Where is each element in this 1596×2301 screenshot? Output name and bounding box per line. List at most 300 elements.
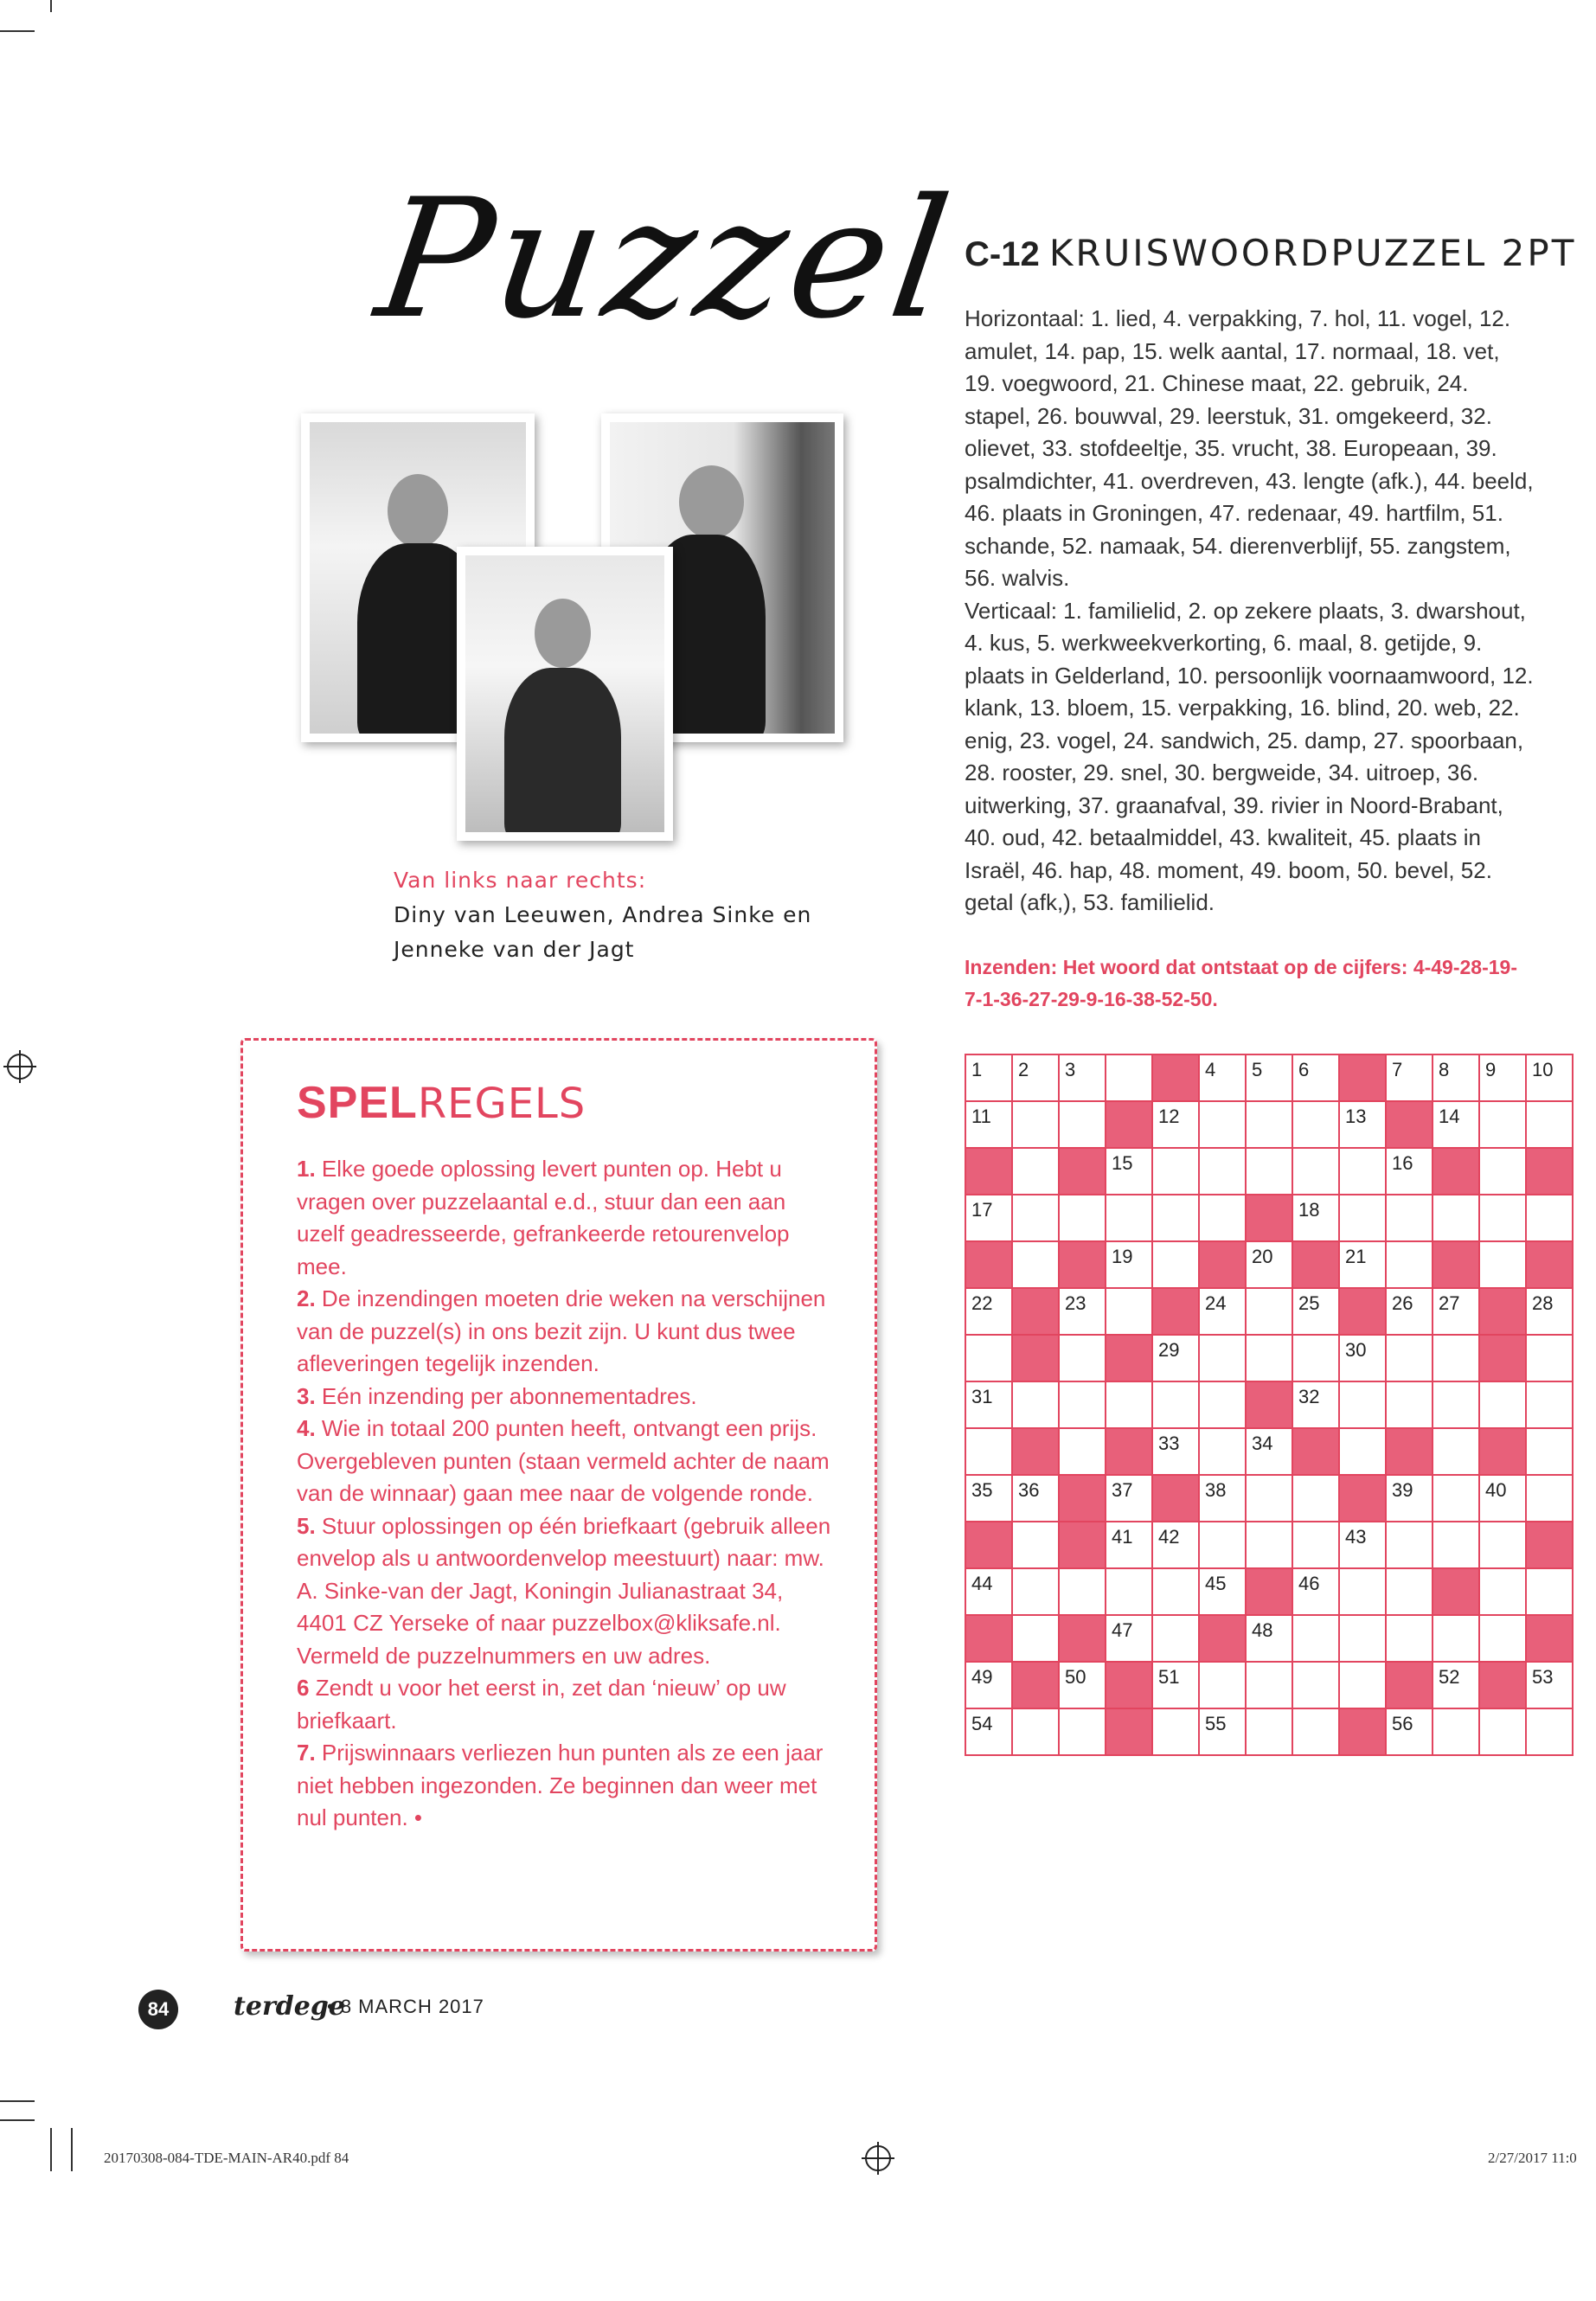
grid-cell-black (1479, 1288, 1526, 1335)
registration-mark (865, 2145, 891, 2171)
grid-cell-black (1106, 1428, 1152, 1475)
grid-cell[interactable] (1433, 1662, 1479, 1708)
clues-vertical: Verticaal: 1. familielid, 2. op zekere plaats, 3. dwarshout, 4. kus, 5. werkweekverkorting, 6. maal, 8. getijde, 9. plaats in Gelderland, 10. persoonlijk voornaamwoord, 12. klank, 13. bloem, 15. verpakking, 16. blind, 20. web, 22. enig, 23. vogel, 24. sandwich, 25. damp, 27. spoorbaan, 28. rooster, 29. snel, 30. bergweide, 34. uitroep, 36. uitwerking, 37. graanafval, 39. rivier in Noord-Brabant, 40. oud, 42. betaalmiddel, 43. kwaliteit, 45. plaats in Israël, 46. hap, 48. moment, 49. boom, 50. bevel, 52. getal (afk,), 53. familielid. (965, 597, 1534, 915)
grid-cell-black (1059, 1522, 1106, 1568)
grid-cell-black (1106, 1335, 1152, 1381)
rule-number: 6 (297, 1675, 310, 1701)
grid-row (965, 1288, 1573, 1335)
cell-number: 44 (971, 1573, 993, 1594)
grid-cell[interactable] (965, 1475, 1012, 1522)
grid-cell[interactable] (1526, 1288, 1573, 1335)
grid-cell[interactable] (1292, 1708, 1339, 1755)
grid-row (965, 1381, 1573, 1428)
grid-cell[interactable] (1339, 1522, 1386, 1568)
grid-cell[interactable] (1386, 1148, 1433, 1195)
grid-cell[interactable] (1292, 1381, 1339, 1428)
grid-cell[interactable] (1059, 1708, 1106, 1755)
cell-number: 2 (1018, 1059, 1029, 1080)
grid-cell[interactable] (1106, 1148, 1152, 1195)
grid-cell[interactable] (1152, 1335, 1199, 1381)
cell-number: 49 (971, 1666, 993, 1688)
grid-cell-black (1433, 1568, 1479, 1615)
grid-cell[interactable] (1246, 1662, 1292, 1708)
cell-number: 13 (1345, 1106, 1367, 1127)
cell-number: 24 (1205, 1292, 1227, 1314)
crop-mark (0, 2119, 35, 2121)
rule-item (297, 1413, 833, 1510)
crossword-grid (965, 1054, 1574, 1756)
grid-cell[interactable] (1526, 1054, 1573, 1101)
grid-cell[interactable] (1012, 1101, 1059, 1148)
grid-cell-black (1246, 1568, 1292, 1615)
clues (965, 303, 1535, 920)
grid-cell[interactable] (1292, 1195, 1339, 1241)
grid-cell[interactable] (965, 1568, 1012, 1615)
crop-mark (71, 2128, 73, 2171)
rule-item (297, 1381, 833, 1413)
cell-number: 12 (1158, 1106, 1180, 1127)
grid-cell-black (1152, 1475, 1199, 1522)
grid-cell[interactable] (1479, 1101, 1526, 1148)
cell-number: 15 (1112, 1152, 1133, 1174)
grid-cell[interactable] (1012, 1615, 1059, 1662)
grid-cell[interactable] (1246, 1522, 1292, 1568)
grid-cell-black (1526, 1615, 1573, 1662)
cell-number: 34 (1252, 1433, 1273, 1454)
cell-number: 32 (1298, 1386, 1320, 1407)
grid-cell[interactable] (1526, 1475, 1573, 1522)
grid-cell[interactable] (965, 1381, 1012, 1428)
grid-cell-black (1479, 1662, 1526, 1708)
cell-number: 35 (971, 1479, 993, 1501)
rule-text: Elke goede oplossing levert punten op. Hebt u vragen over puzzelaantal e.d., stuur dan een aan uzelf geadresseerde, gefrankeerde retourenvelop mee. (297, 1156, 790, 1279)
cell-number: 31 (971, 1386, 993, 1407)
grid-cell[interactable] (1152, 1708, 1199, 1755)
cell-number: 16 (1392, 1152, 1413, 1174)
grid-row (965, 1195, 1573, 1241)
rules-list (297, 1153, 833, 1835)
grid-cell[interactable] (1059, 1335, 1106, 1381)
grid-cell[interactable] (1339, 1101, 1386, 1148)
grid-cell[interactable] (1479, 1522, 1526, 1568)
grid-row (965, 1335, 1573, 1381)
grid-row (965, 1148, 1573, 1195)
grid-cell[interactable] (1199, 1708, 1246, 1755)
grid-cell[interactable] (1433, 1708, 1479, 1755)
grid-cell[interactable] (1106, 1568, 1152, 1615)
grid-row (965, 1101, 1573, 1148)
grid-cell-black (1526, 1522, 1573, 1568)
rule-text: Prijswinnaars verliezen hun punten als ze een jaar niet hebben ingezonden. Ze beginnen dan weer met nul punten. • (297, 1740, 824, 1830)
grid-cell[interactable] (1199, 1335, 1246, 1381)
grid-cell-black (1292, 1428, 1339, 1475)
clues-horizontal: Horizontaal: 1. lied, 4. verpakking, 7. hol, 11. vogel, 12. amulet, 14. pap, 15. welk aantal, 17. normaal, 18. vet, 19. voegwoord, 21. Chinese maat, 22. gebruik, 24. stapel, 26. bouwval, 29. leerstuk, 31. omgekeerd, 32. olievet, 33. stofdeeltje, 35. vrucht, 38. Europeaan, 39. psalmdichter, 41. overdreven, 43. lengte (afk.), 44. beeld, 46. plaats in Groningen, 47. redenaar, 49. hartfilm, 51. schande, 52. namaak, 54. dierenverblijf, 55. zangstem, 56. walvis. (965, 305, 1534, 591)
grid-cell-black (1199, 1241, 1246, 1288)
grid-row (965, 1475, 1573, 1522)
grid-cell[interactable] (1012, 1522, 1059, 1568)
grid-cell[interactable] (1479, 1475, 1526, 1522)
cell-number: 50 (1065, 1666, 1086, 1688)
cell-number: 46 (1298, 1573, 1320, 1594)
cell-number: 4 (1205, 1059, 1216, 1080)
grid-cell[interactable] (1479, 1241, 1526, 1288)
grid-cell[interactable] (1106, 1381, 1152, 1428)
grid-cell[interactable] (1246, 1241, 1292, 1288)
grid-cell[interactable] (1479, 1195, 1526, 1241)
grid-cell[interactable] (1479, 1148, 1526, 1195)
grid-cell[interactable] (1012, 1381, 1059, 1428)
grid-cell[interactable] (1199, 1148, 1246, 1195)
grid-cell[interactable] (1199, 1475, 1246, 1522)
grid-cell-black (1339, 1054, 1386, 1101)
grid-cell[interactable] (965, 1054, 1012, 1101)
grid-cell[interactable] (1339, 1241, 1386, 1288)
grid-cell[interactable] (1386, 1054, 1433, 1101)
grid-cell[interactable] (1433, 1101, 1479, 1148)
grid-cell[interactable] (1433, 1054, 1479, 1101)
brand-logo: terdege (234, 1991, 345, 2022)
cell-number: 14 (1439, 1106, 1460, 1127)
cell-number: 33 (1158, 1433, 1180, 1454)
grid-cell[interactable] (1339, 1335, 1386, 1381)
grid-cell[interactable] (1106, 1475, 1152, 1522)
grid-cell-black (1386, 1428, 1433, 1475)
rules-title-bold: SPEL (297, 1078, 418, 1128)
grid-cell[interactable] (1526, 1568, 1573, 1615)
grid-cell[interactable] (965, 1428, 1012, 1475)
cell-number: 30 (1345, 1339, 1367, 1361)
cell-number: 5 (1252, 1059, 1263, 1080)
cell-number: 47 (1112, 1619, 1133, 1641)
grid-cell-black (965, 1241, 1012, 1288)
grid-cell[interactable] (1292, 1522, 1339, 1568)
grid-cell[interactable] (1012, 1195, 1059, 1241)
grid-cell[interactable] (1433, 1288, 1479, 1335)
grid-cell[interactable] (1339, 1148, 1386, 1195)
grid-cell[interactable] (1152, 1662, 1199, 1708)
cell-number: 10 (1532, 1059, 1554, 1080)
grid-cell-black (1199, 1615, 1246, 1662)
cell-number: 51 (1158, 1666, 1180, 1688)
grid-cell[interactable] (1199, 1195, 1246, 1241)
grid-cell[interactable] (1479, 1708, 1526, 1755)
registration-mark (7, 1054, 33, 1080)
grid-cell[interactable] (1339, 1195, 1386, 1241)
grid-cell[interactable] (1479, 1615, 1526, 1662)
caption-line: Diny van Leeuwen, Andrea Sinke en (394, 902, 812, 927)
grid-row (965, 1568, 1573, 1615)
cell-number: 56 (1392, 1713, 1413, 1734)
grid-cell-black (1152, 1288, 1199, 1335)
grid-cell-black (1246, 1195, 1292, 1241)
grid-cell-black (1433, 1241, 1479, 1288)
grid-cell[interactable] (1199, 1568, 1246, 1615)
submit-instruction: Inzenden: Het woord dat ontstaat op de cijfers: 4-49-28-19-7-1-36-27-29-9-16-38-52-50. (965, 956, 1517, 1010)
grid-cell[interactable] (1059, 1662, 1106, 1708)
print-slug: 20170308-084-TDE-MAIN-AR40.pdf 84 (104, 2150, 349, 2166)
grid-cell[interactable] (1199, 1381, 1246, 1428)
cell-number: 27 (1439, 1292, 1460, 1314)
rules-title (297, 1077, 586, 1129)
grid-cell[interactable] (1386, 1335, 1433, 1381)
cell-number: 29 (1158, 1339, 1180, 1361)
grid-row (965, 1708, 1573, 1755)
grid-cell[interactable] (1152, 1101, 1199, 1148)
grid-cell-black (1526, 1241, 1573, 1288)
cell-number: 7 (1392, 1059, 1403, 1080)
grid-cell[interactable] (1012, 1054, 1059, 1101)
cell-number: 40 (1485, 1479, 1507, 1501)
rule-number: 1. (297, 1156, 316, 1182)
grid-cell[interactable] (1246, 1428, 1292, 1475)
grid-cell[interactable] (1199, 1428, 1246, 1475)
crop-mark (50, 0, 52, 12)
grid-cell[interactable] (1106, 1054, 1152, 1101)
rule-item (297, 1672, 833, 1737)
grid-cell[interactable] (1339, 1568, 1386, 1615)
grid-cell[interactable] (1199, 1054, 1246, 1101)
rule-number: 7. (297, 1740, 316, 1766)
grid-cell-black (1106, 1662, 1152, 1708)
grid-cell-black (1059, 1241, 1106, 1288)
crop-mark (0, 2100, 35, 2102)
grid-cell[interactable] (1012, 1241, 1059, 1288)
cell-number: 39 (1392, 1479, 1413, 1501)
rule-item (297, 1510, 833, 1673)
grid-cell-black (1386, 1662, 1433, 1708)
cell-number: 37 (1112, 1479, 1133, 1501)
grid-cell[interactable] (1152, 1148, 1199, 1195)
grid-cell-black (1339, 1475, 1386, 1522)
rule-text: Eén inzending per abonnementadres. (315, 1382, 697, 1409)
grid-row (965, 1615, 1573, 1662)
rule-text: De inzendingen moeten drie weken na verschijnen van de puzzel(s) in ons bezit zijn. U kunt dus twee afleveringen tegelijk inzenden. (297, 1285, 826, 1376)
grid-cell-black (1339, 1288, 1386, 1335)
rule-number: 3. (297, 1382, 316, 1409)
grid-cell[interactable] (1152, 1615, 1199, 1662)
grid-cell[interactable] (1479, 1054, 1526, 1101)
cell-number: 18 (1298, 1199, 1320, 1221)
grid-cell-black (1479, 1335, 1526, 1381)
grid-cell[interactable] (1386, 1568, 1433, 1615)
grid-cell[interactable] (1433, 1522, 1479, 1568)
cell-number: 53 (1532, 1666, 1554, 1688)
photo-caption (394, 863, 811, 967)
cell-number: 19 (1112, 1246, 1133, 1267)
rule-item (297, 1283, 833, 1381)
grid-cell[interactable] (965, 1708, 1012, 1755)
grid-cell[interactable] (1246, 1288, 1292, 1335)
grid-cell[interactable] (1059, 1568, 1106, 1615)
grid-cell[interactable] (965, 1195, 1012, 1241)
puzzle-header (965, 232, 1576, 274)
caption-line: Jenneke van der Jagt (394, 937, 635, 962)
grid-cell-black (965, 1522, 1012, 1568)
grid-cell-black (1479, 1428, 1526, 1475)
grid-cell[interactable] (1526, 1428, 1573, 1475)
cell-number: 38 (1205, 1479, 1227, 1501)
grid-cell[interactable] (1479, 1568, 1526, 1615)
grid-cell-black (1339, 1708, 1386, 1755)
grid-cell[interactable] (1339, 1428, 1386, 1475)
grid-cell[interactable] (1199, 1662, 1246, 1708)
grid-cell[interactable] (1386, 1381, 1433, 1428)
grid-cell[interactable] (1292, 1101, 1339, 1148)
cell-number: 52 (1439, 1666, 1460, 1688)
grid-cell-black (1012, 1335, 1059, 1381)
cell-number: 28 (1532, 1292, 1554, 1314)
grid-cell[interactable] (1386, 1288, 1433, 1335)
grid-cell[interactable] (1106, 1288, 1152, 1335)
grid-cell[interactable] (1246, 1148, 1292, 1195)
puzzle-code: C-12 (965, 235, 1040, 273)
cell-number: 6 (1298, 1059, 1310, 1080)
grid-cell[interactable] (1152, 1381, 1199, 1428)
cell-number: 3 (1065, 1059, 1076, 1080)
grid-cell[interactable] (1059, 1288, 1106, 1335)
grid-cell[interactable] (1339, 1662, 1386, 1708)
grid-cell[interactable] (1012, 1148, 1059, 1195)
grid-cell[interactable] (1526, 1381, 1573, 1428)
grid-cell-black (1292, 1241, 1339, 1288)
grid-cell-black (1012, 1428, 1059, 1475)
grid-cell-black (965, 1615, 1012, 1662)
cell-number: 20 (1252, 1246, 1273, 1267)
grid-cell[interactable] (1479, 1381, 1526, 1428)
grid-cell[interactable] (1386, 1522, 1433, 1568)
grid-cell[interactable] (1246, 1708, 1292, 1755)
grid-cell[interactable] (1106, 1241, 1152, 1288)
puzzle-name: KRUISWOORDPUZZEL 2PT (1048, 232, 1577, 274)
grid-cell[interactable] (1246, 1054, 1292, 1101)
grid-cell[interactable] (1433, 1381, 1479, 1428)
grid-cell[interactable] (1292, 1054, 1339, 1101)
grid-cell[interactable] (1106, 1615, 1152, 1662)
grid-cell[interactable] (1433, 1475, 1479, 1522)
grid-cell[interactable] (1059, 1101, 1106, 1148)
cell-number: 41 (1112, 1526, 1133, 1548)
cell-number: 42 (1158, 1526, 1180, 1548)
grid-cell[interactable] (965, 1288, 1012, 1335)
grid-cell[interactable] (1059, 1054, 1106, 1101)
grid-cell[interactable] (1386, 1195, 1433, 1241)
grid-cell[interactable] (1152, 1241, 1199, 1288)
grid-cell[interactable] (1292, 1662, 1339, 1708)
grid-cell[interactable] (965, 1335, 1012, 1381)
grid-cell[interactable] (1152, 1195, 1199, 1241)
grid-cell-black (1012, 1662, 1059, 1708)
grid-cell[interactable] (1106, 1195, 1152, 1241)
issue-date: • 8 MARCH 2017 (327, 1996, 484, 2017)
grid-cell[interactable] (1433, 1615, 1479, 1662)
grid-cell[interactable] (1526, 1708, 1573, 1755)
grid-cell[interactable] (1199, 1522, 1246, 1568)
cell-number: 55 (1205, 1713, 1227, 1734)
grid-cell[interactable] (1059, 1428, 1106, 1475)
grid-cell[interactable] (1292, 1288, 1339, 1335)
grid-cell[interactable] (1199, 1288, 1246, 1335)
grid-cell[interactable] (1526, 1335, 1573, 1381)
caption-line: Van links naar rechts: (394, 868, 647, 893)
cell-number: 26 (1392, 1292, 1413, 1314)
grid-cell-black (1059, 1475, 1106, 1522)
grid-cell[interactable] (1106, 1522, 1152, 1568)
grid-cell[interactable] (1012, 1568, 1059, 1615)
rule-item (297, 1153, 833, 1283)
grid-cell[interactable] (1339, 1381, 1386, 1428)
grid-cell-black (965, 1148, 1012, 1195)
grid-cell[interactable] (1152, 1428, 1199, 1475)
grid-cell-black (1012, 1288, 1059, 1335)
grid-cell[interactable] (1292, 1475, 1339, 1522)
cell-number: 8 (1439, 1059, 1450, 1080)
crop-mark (50, 2128, 52, 2171)
rule-number: 4. (297, 1415, 316, 1441)
grid-cell-black (1246, 1381, 1292, 1428)
grid-cell[interactable] (1246, 1475, 1292, 1522)
cell-number: 36 (1018, 1479, 1040, 1501)
grid-cell[interactable] (1152, 1522, 1199, 1568)
crop-mark (0, 30, 35, 32)
grid-cell-black (1386, 1101, 1433, 1148)
grid-cell[interactable] (965, 1662, 1012, 1708)
grid-cell[interactable] (1339, 1615, 1386, 1662)
grid-cell[interactable] (1292, 1615, 1339, 1662)
grid-cell[interactable] (1246, 1335, 1292, 1381)
grid-cell[interactable] (1526, 1195, 1573, 1241)
grid-cell[interactable] (1433, 1195, 1479, 1241)
grid-cell[interactable] (965, 1101, 1012, 1148)
grid-cell[interactable] (1199, 1101, 1246, 1148)
grid-cell[interactable] (1386, 1475, 1433, 1522)
rule-number: 2. (297, 1285, 316, 1311)
grid-cell[interactable] (1152, 1568, 1199, 1615)
grid-cell[interactable] (1292, 1568, 1339, 1615)
grid-row (965, 1522, 1573, 1568)
cell-number: 23 (1065, 1292, 1086, 1314)
grid-cell[interactable] (1292, 1148, 1339, 1195)
cell-number: 11 (971, 1106, 991, 1127)
cell-number: 22 (971, 1292, 993, 1314)
rule-text: Zendt u voor het eerst in, zet dan ‘nieuw’ op uw briefkaart. (297, 1675, 786, 1734)
rule-item (297, 1737, 833, 1835)
grid-cell[interactable] (1526, 1662, 1573, 1708)
grid-cell[interactable] (1246, 1615, 1292, 1662)
grid-cell[interactable] (1246, 1101, 1292, 1148)
cell-number: 48 (1252, 1619, 1273, 1641)
grid-cell[interactable] (1526, 1101, 1573, 1148)
grid-cell[interactable] (1386, 1615, 1433, 1662)
grid-cell[interactable] (1292, 1335, 1339, 1381)
grid-cell[interactable] (1386, 1241, 1433, 1288)
grid-cell-black (1152, 1054, 1199, 1101)
grid-cell[interactable] (1059, 1381, 1106, 1428)
cell-number: 1 (971, 1059, 983, 1080)
grid-cell-black (1106, 1708, 1152, 1755)
grid-cell-black (1059, 1148, 1106, 1195)
grid-cell[interactable] (1012, 1475, 1059, 1522)
rule-text: Stuur oplossingen op één briefkaart (gebruik alleen envelop als u antwoordenvelop meestuurt) naar: mw. A. Sinke-van der Jagt, Koningin Julianastraat 34, 4401 CZ Yerseke of naar puzzelbox@kliksafe.nl. Vermeld de puzzelnummers en uw adres. (297, 1512, 831, 1669)
grid-cell[interactable] (1433, 1335, 1479, 1381)
cell-number: 25 (1298, 1292, 1320, 1314)
grid-cell[interactable] (1433, 1428, 1479, 1475)
grid-row (965, 1241, 1573, 1288)
grid-cell[interactable] (1059, 1195, 1106, 1241)
cell-number: 21 (1345, 1246, 1367, 1267)
grid-cell[interactable] (1012, 1708, 1059, 1755)
grid-cell[interactable] (1386, 1708, 1433, 1755)
grid-row (965, 1662, 1573, 1708)
